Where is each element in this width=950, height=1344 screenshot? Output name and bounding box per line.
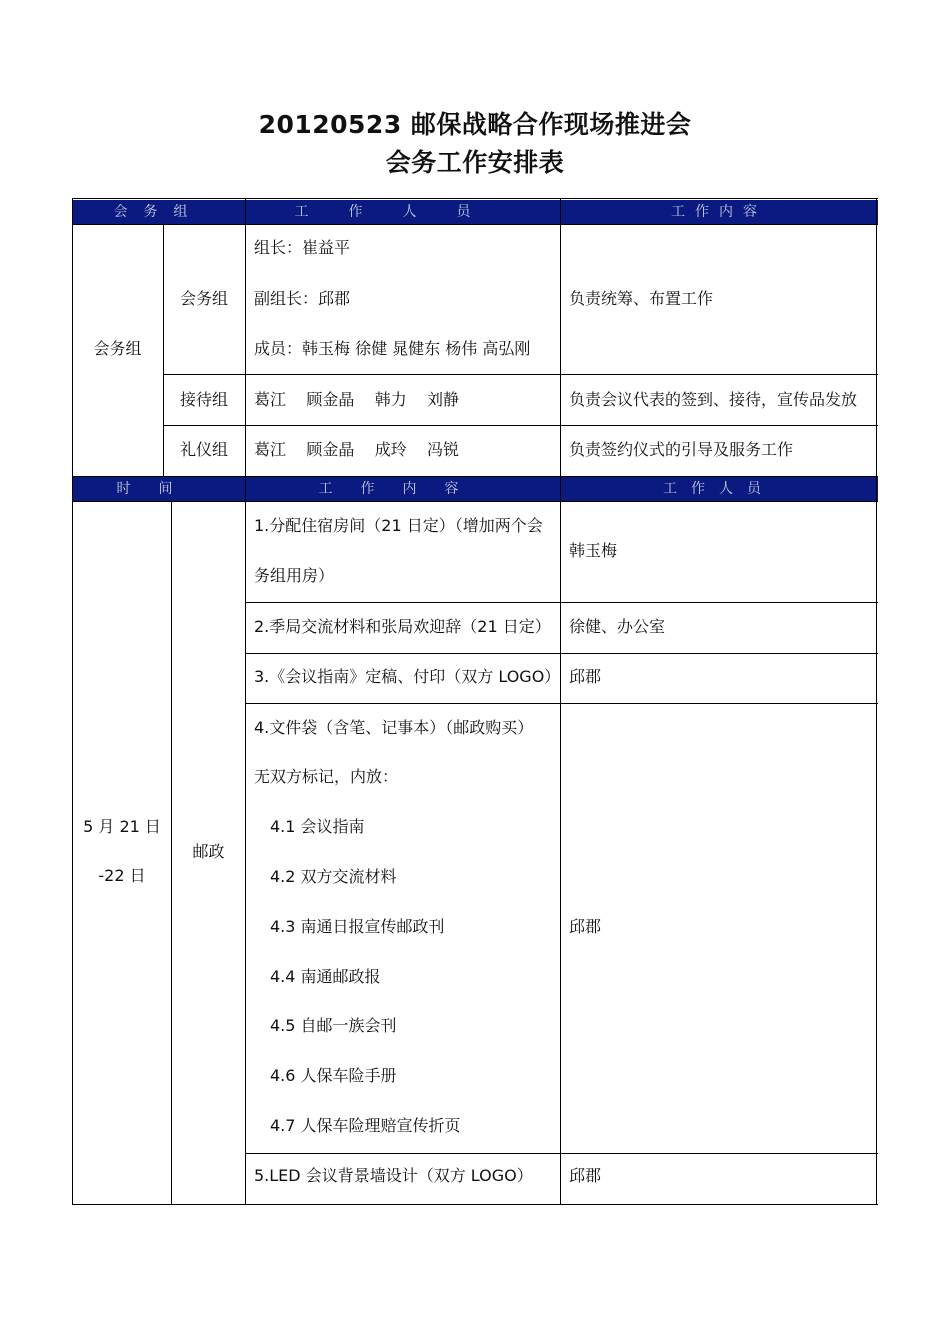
unit-label: 邮政 [192, 842, 225, 861]
task-line: 5.LED 会议背景墙设计（双方 LOGO） [254, 1166, 533, 1185]
subgroup-name: 接待组 [179, 390, 228, 409]
section1-header-group: 会务组 [113, 204, 204, 220]
task-person: 邱郡 [569, 917, 602, 936]
document-title: 20120523 邮保战略合作现场推进会 [258, 110, 692, 139]
task-line: 2.季局交流材料和张局欢迎辞（21 日定） [254, 617, 551, 636]
subgroup-name: 礼仪组 [179, 440, 228, 459]
task-person: 韩玉梅 [569, 541, 618, 560]
task-subitem: 4.5 自邮一族会刊 [270, 1016, 397, 1035]
staff-line: 成员：韩玉梅 徐健 晁健东 杨伟 高弘刚 [254, 339, 531, 358]
task-person: 邱郡 [569, 1166, 602, 1185]
task-line: 1.分配住宿房间（21 日定）（增加两个会 [254, 516, 543, 535]
task-person: 邱郡 [569, 667, 602, 686]
section2-header-staff: 工作人员 [663, 481, 775, 497]
task-line: 务组用房） [254, 566, 335, 585]
date-label: 5 月 21 日 [83, 817, 161, 836]
group-label: 会务组 [93, 339, 142, 358]
document-subtitle: 会务工作安排表 [385, 148, 565, 177]
task-subitem: 4.7 人保车险理赔宣传折页 [270, 1116, 461, 1135]
staff-line: 组长：崔益平 [254, 238, 351, 257]
staff-line: 葛江 顾金晶 韩力 刘静 [254, 390, 460, 409]
task-subitem: 4.2 双方交流材料 [270, 867, 397, 886]
section2-header-time: 时间 [116, 481, 201, 497]
task-subitem: 4.4 南通邮政报 [270, 967, 381, 986]
section1-header-staff: 工作人员 [294, 204, 511, 220]
task-text: 负责统筹、布置工作 [569, 289, 714, 308]
task-line: 4.文件袋（含笔、记事本）（邮政购买） [254, 718, 534, 737]
staff-line: 葛江 顾金晶 成玲 冯锐 [254, 440, 460, 459]
task-text: 负责签约仪式的引导及服务工作 [569, 440, 794, 459]
task-subitem: 4.6 人保车险手册 [270, 1066, 397, 1085]
task-line: 3.《会议指南》定稿、付印（双方 LOGO） [254, 667, 561, 686]
date-label: -22 日 [98, 866, 146, 885]
task-person: 徐健、办公室 [569, 617, 666, 636]
task-line: 无双方标记，内放： [254, 767, 399, 786]
section1-header-task: 工作内容 [671, 204, 767, 220]
task-subitem: 4.1 会议指南 [270, 817, 365, 836]
staff-line: 副组长：邱郡 [254, 289, 351, 308]
subgroup-name: 会务组 [179, 289, 228, 308]
task-subitem: 4.3 南通日报宣传邮政刊 [270, 917, 445, 936]
section2-header-task: 工作内容 [318, 481, 487, 497]
task-text: 负责会议代表的签到、接待，宣传品发放 [569, 390, 858, 409]
